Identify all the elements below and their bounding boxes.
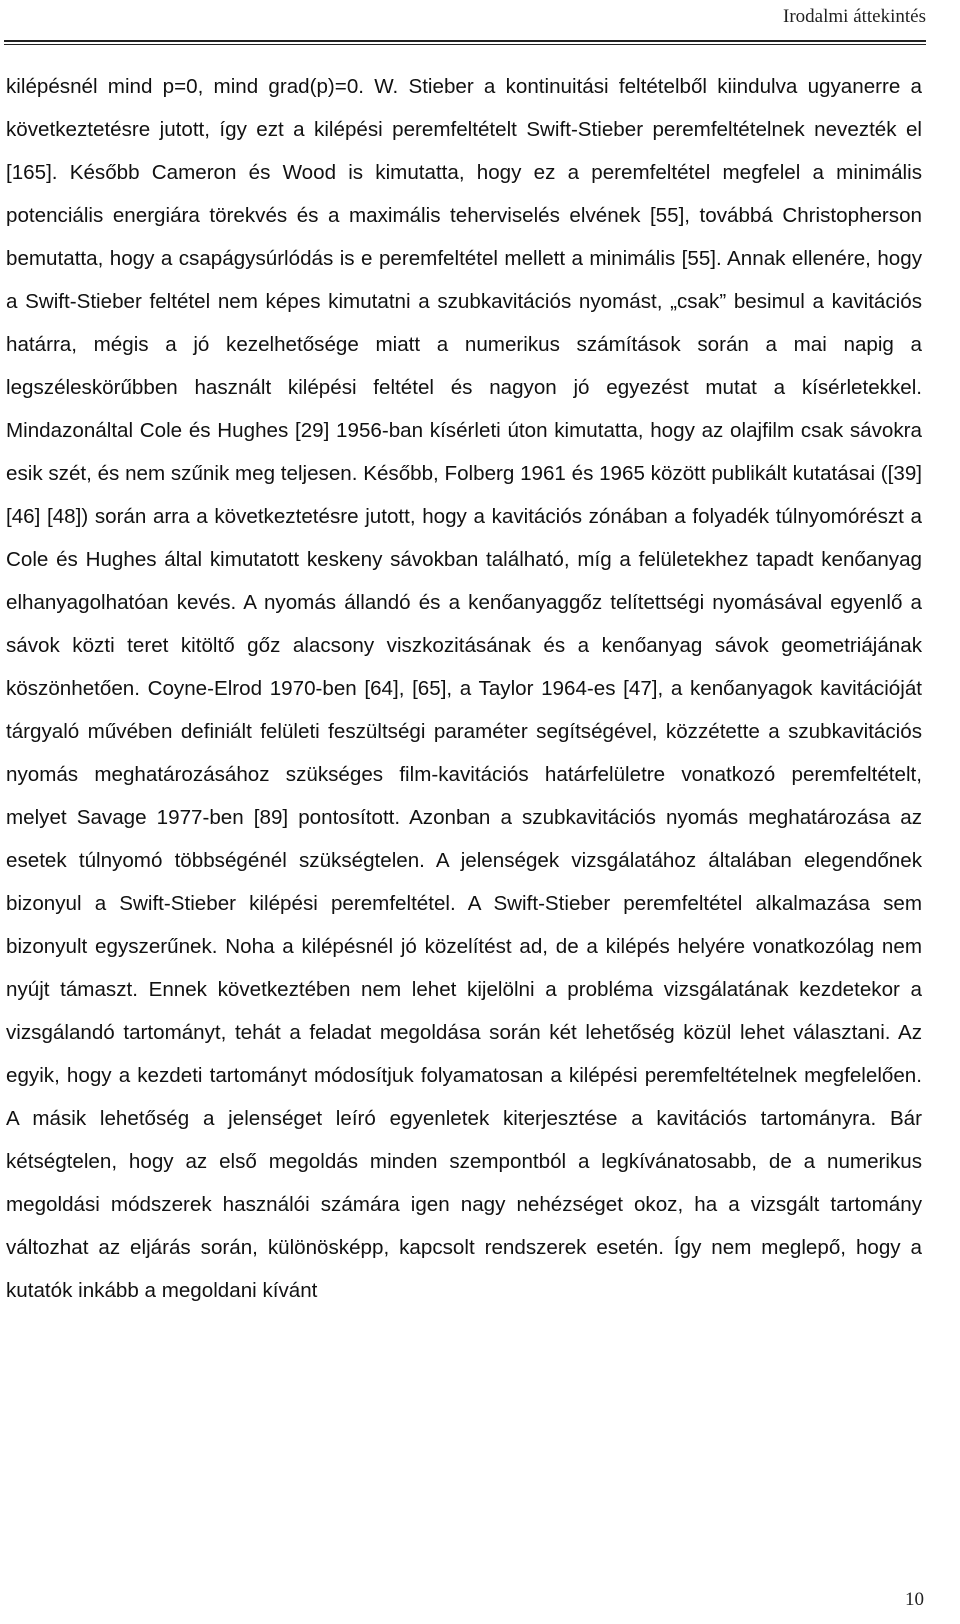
running-header: Irodalmi áttekintés: [783, 6, 926, 27]
body-text: [6, 65, 922, 1312]
page-number: 10: [905, 1589, 924, 1610]
header-rule: [4, 40, 926, 45]
body-paragraph: kilépésnél mind p=0, mind grad(p)=0. W. Stieber a kontinuitási feltételből kiindulva ugyanerre a következtetésre jutott, így ezt a kilépési peremfeltételt Swift-Stieber peremfeltételnek nevezték el [165]. Később Cameron és Wood is kimutatta, hogy ez a peremfeltétel megfelel a minimális potenciális energiára törekvés és a maximális teherviselés elvének [55], továbbá Christopherson bemutatta, hogy a csapágysúrlódás is e peremfeltétel mellett a minimális [55]. Annak ellenére, hogy a Swift-Stieber feltétel nem képes kimutatni a szubkavitációs nyomást, „csak” besimul a kavitációs határra, mégis a jó kezelhetősége miatt a numerikus számítások során a mai napig a legszéleskörűbben használt kilépési feltétel és nagyon jó egyezést mutat a kísérletekkel. Mindazonáltal Cole és Hughes [29] 1956-ban kísérleti úton kimutatta, hogy az olajfilm csak sávokra esik szét, és nem szűnik meg teljesen. Később, Folberg 1961 és 1965 között publikált kutatásai ([39] [46] [48]) során arra a következtetésre jutott, hogy a kavitációs zónában a folyadék túlnyomórészt a Cole és Hughes által kimutatott keskeny sávokban található, míg a felületekhez tapadt kenőanyag elhanyagolhatóan kevés. A nyomás állandó és a kenőanyaggőz telítettségi nyomásával egyenlő a sávok közti teret kitöltő gőz alacsony viszkozitásának és a kenőanyag sávok geometriájának köszönhetően. Coyne-Elrod 1970-ben [64], [65], a Taylor 1964-es [47], a kenőanyagok kavitációját tárgyaló művében definiált felületi feszültségi paraméter segítségével, közzétette a szubkavitációs nyomás meghatározásához szükséges film-kavitációs határfelületre vonatkozó peremfeltételt, melyet Savage 1977-ben [89] pontosított. Azonban a szubkavitációs nyomás meghatározása az esetek túlnyomó többségénél szükségtelen. A jelenségek vizsgálatához általában elegendőnek bizonyul a Swift-Stieber kilépési peremfeltétel. A Swift-Stieber peremfeltétel alkalmazása sem bizonyult egyszerűnek. Noha a kilépésnél jó közelítést ad, de a kilépés helyére vonatkozólag nem nyújt támaszt. Ennek következtében nem lehet kijelölni a probléma vizsgálatának kezdetekor a vizsgálandó tartományt, tehát a feladat megoldása során két lehetőség közül lehet választani. Az egyik, hogy a kezdeti tartományt módosítjuk folyamatosan a kilépési peremfeltételnek megfelelően. A másik lehetőség a jelenséget leíró egyenletek kiterjesztése a kavitációs tartományra. Bár kétségtelen, hogy az első megoldás minden szempontból a legkívánatosabb, de a numerikus megoldási módszerek használói számára igen nagy nehézséget okoz, ha a vizsgált tartomány változhat az eljárás során, különösképp, kapcsolt rendszerek esetén. Így nem meglepő, hogy a kutatók inkább a megoldani kívánt: [6, 75, 922, 1302]
